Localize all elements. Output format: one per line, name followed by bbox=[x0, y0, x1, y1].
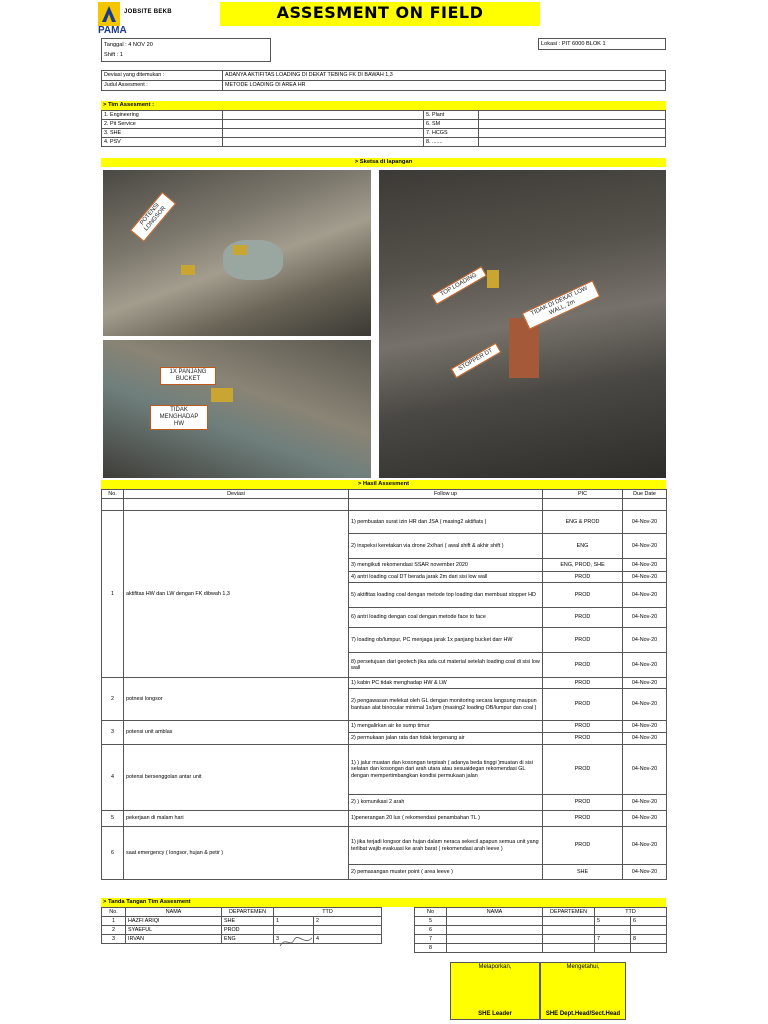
hasil-heading: > Hasil Assesment bbox=[101, 480, 666, 489]
ttd-no: 8 bbox=[415, 944, 447, 953]
callout-tidak-dekat: TIDAK DI DEKAT LOW WALL, 2m bbox=[522, 280, 600, 329]
deviasi-value: ADANYA AKTIFITAS LOADING DI DEKAT TEBING FK DI BAWAH 1,3 bbox=[223, 71, 666, 81]
judul-label: Judul Assesment : bbox=[102, 81, 223, 91]
due-date: 04-Nov-20 bbox=[623, 689, 667, 721]
ttd-sign: 3 bbox=[274, 935, 314, 944]
pic: PROD bbox=[543, 795, 623, 811]
tim-item: 5. Plant bbox=[424, 111, 479, 120]
ttd-col-nama: NAMA bbox=[447, 908, 543, 917]
col-follow: Follow up bbox=[349, 490, 543, 499]
mengetahui-label: Mengetahui, bbox=[566, 964, 600, 970]
ttd-sign: 7 bbox=[595, 935, 631, 944]
follow-up: 1) mengalirkan air ke sump timur bbox=[349, 721, 543, 733]
ttd-sign: 4 bbox=[314, 935, 382, 944]
follow-up: 1) pembuatan surat izin HR dan JSA ( masing2 aktifiats ) bbox=[349, 511, 543, 534]
tanggal: Tanggal : 4 NOV 20 bbox=[104, 42, 153, 48]
group-no: 1 bbox=[102, 511, 124, 678]
callout-panjang: 1X PANJANG BUCKET bbox=[160, 367, 216, 385]
ttd-nama: SYAEFUL bbox=[126, 926, 222, 935]
tim-item: 3. SHE bbox=[102, 129, 223, 138]
shift: Shift : 1 bbox=[104, 52, 123, 58]
ttd-col-ttd: TTD bbox=[595, 908, 667, 917]
company-name: JOBSITE BEKB bbox=[124, 9, 172, 15]
due-date: 04-Nov-20 bbox=[623, 733, 667, 745]
hasil-table bbox=[101, 489, 667, 880]
she-head-label: SHE Dept.Head/Sect.Head bbox=[545, 1011, 621, 1017]
deviasi-label: Deviasi yang ditemukan : bbox=[102, 71, 223, 81]
due-date: 04-Nov-20 bbox=[623, 534, 667, 559]
due-date: 04-Nov-20 bbox=[623, 559, 667, 572]
group-deviasi: saat emergency ( longsor, hujan & petir ) bbox=[124, 827, 349, 880]
tim-table bbox=[101, 110, 666, 147]
follow-up: 1) jika terjadi longsor dan hujan dalam neraca sekecil apapun semua unit yang terlibat wajib evakuasi ke arah barat ( rekomendasi arah leeve ) bbox=[349, 827, 543, 865]
tim-item: 8. ....... bbox=[424, 138, 479, 147]
due-date: 04-Nov-20 bbox=[623, 628, 667, 653]
ttd-col-nama: NAMA bbox=[126, 908, 222, 917]
follow-up: 1)penerangan 20 lux ( rekomendasi penambahan TL ) bbox=[349, 811, 543, 827]
tim-heading: > Tim Assesment : bbox=[101, 101, 666, 110]
due-date: 04-Nov-20 bbox=[623, 745, 667, 795]
due-date: 04-Nov-20 bbox=[623, 721, 667, 733]
pic: ENG & PROD bbox=[543, 511, 623, 534]
follow-up: 2) pengawasan melekat oleh GL dengan monitoring secara langsung maupun bantuan alat binocular minimal 1x/jam (masing2 loading OB/lumpur dan coal ) bbox=[349, 689, 543, 721]
ttd-sign: 6 bbox=[631, 917, 667, 926]
col-due: Due Date bbox=[623, 490, 667, 499]
callout-potensi: POTENSI LONGSOR bbox=[130, 192, 176, 242]
ttd-nama: IRVAN bbox=[126, 935, 222, 944]
page-title: ASSESMENT ON FIELD bbox=[276, 3, 484, 22]
pic: PROD bbox=[543, 628, 623, 653]
ttd-sign: 5 bbox=[595, 917, 631, 926]
callout-top-loading: TOP LOADING bbox=[431, 266, 487, 304]
due-date: 04-Nov-20 bbox=[623, 795, 667, 811]
lokasi: Lokasi : PIT 6000 BLOK 1 bbox=[541, 41, 606, 47]
group-deviasi: aktifitas HW dan LW dengan FK dibwah 1,3 bbox=[124, 511, 349, 678]
ttd-no: 5 bbox=[415, 917, 447, 926]
follow-up: 7) loading ob/lumpur, PC menjaga jarak 1x panjang bucket darr HW bbox=[349, 628, 543, 653]
ttd-sign: 8 bbox=[631, 935, 667, 944]
judul-value: METODE LOADING DI AREA HR bbox=[223, 81, 666, 91]
logo-text: PAMA bbox=[98, 25, 127, 36]
ttd-sign bbox=[595, 944, 631, 953]
due-date: 04-Nov-20 bbox=[623, 572, 667, 583]
ttd-heading: > Tanda Tangan Tim Assesment bbox=[101, 898, 666, 907]
follow-up: 5) aktifitas loading coal dengan metode top loading dan membuat stopper HD bbox=[349, 583, 543, 608]
follow-up: 2) permukaan jalan rata dan tidak tergenang air bbox=[349, 733, 543, 745]
pic: PROD bbox=[543, 653, 623, 678]
signature-scribble bbox=[278, 934, 314, 950]
melaporkan-label: Melaporkan, bbox=[478, 964, 512, 970]
callout-stopper: STOPPER DT bbox=[451, 343, 501, 378]
due-date: 04-Nov-20 bbox=[623, 583, 667, 608]
due-date: 04-Nov-20 bbox=[623, 827, 667, 865]
follow-up: 2) ) komunikasi 2 arah bbox=[349, 795, 543, 811]
pic: PROD bbox=[543, 721, 623, 733]
pic: PROD bbox=[543, 608, 623, 628]
group-deviasi: potensi bersenggolan antar unit bbox=[124, 745, 349, 811]
tim-item: 1. Engineering bbox=[102, 111, 223, 120]
due-date: 04-Nov-20 bbox=[623, 653, 667, 678]
info-table bbox=[101, 70, 666, 91]
tim-item: 2. Pit Service bbox=[102, 120, 223, 129]
group-deviasi: potensi unit amblas bbox=[124, 721, 349, 745]
ttd-dept: ENG bbox=[222, 935, 274, 944]
pic: PROD bbox=[543, 678, 623, 689]
ttd-dept: PROD bbox=[222, 926, 274, 935]
she-leader-label: SHE Leader bbox=[478, 1011, 512, 1017]
pic: PROD bbox=[543, 689, 623, 721]
ttd-no: 6 bbox=[415, 926, 447, 935]
ttd-sign bbox=[631, 944, 667, 953]
pic: ENG, PROD, SHE bbox=[543, 559, 623, 572]
ttd-col-dept: DEPARTEMEN bbox=[222, 908, 274, 917]
pic: PROD bbox=[543, 583, 623, 608]
ttd-dept: SHE bbox=[222, 917, 274, 926]
tim-item: 4. PSV bbox=[102, 138, 223, 147]
site-photo-right bbox=[379, 170, 666, 478]
pic: PROD bbox=[543, 811, 623, 827]
ttd-sign: 1 bbox=[274, 917, 314, 926]
ttd-col-no: No. bbox=[102, 908, 126, 917]
ttd-col-no: No bbox=[415, 908, 447, 917]
follow-up: 1) ) jalur muatan dan kosongan terpisah ( adanya beda tinggi )muatan di sisi selatan dan kosongan dari arah utara atau sesuaidegan rekomendasi GL dengan mempertimbangkan kondisi permukaan jalan bbox=[349, 745, 543, 795]
follow-up: 4) antri loading coal DT berada jarak 2m dari sisi low wall bbox=[349, 572, 543, 583]
due-date: 04-Nov-20 bbox=[623, 811, 667, 827]
ttd-table-right bbox=[414, 907, 667, 953]
group-no: 5 bbox=[102, 811, 124, 827]
ttd-col-ttd: TTD bbox=[274, 908, 382, 917]
pic: SHE bbox=[543, 865, 623, 880]
follow-up: 2) pemasangan muster point ( area leeve ) bbox=[349, 865, 543, 880]
ttd-nama: HAZFI ARIQI bbox=[126, 917, 222, 926]
group-deviasi: pekerjaan di malam hari bbox=[124, 811, 349, 827]
callout-tidak-menghadap: TIDAK MENGHADAP HW bbox=[150, 405, 208, 430]
ttd-sign: 2 bbox=[314, 917, 382, 926]
due-date: 04-Nov-20 bbox=[623, 511, 667, 534]
ttd-no: 7 bbox=[415, 935, 447, 944]
group-deviasi: potnesi longsor bbox=[124, 678, 349, 721]
pic: PROD bbox=[543, 827, 623, 865]
follow-up: 8) persetujuan dari geotech jika ada cut material setelah loading coal di sisi low wall bbox=[349, 653, 543, 678]
logo bbox=[98, 2, 120, 26]
ttd-no: 1 bbox=[102, 917, 126, 926]
ttd-col-dept: DEPARTEMEN bbox=[543, 908, 595, 917]
follow-up: 2) inspeksi keretakan via drone 2x/hari ( awal shift & akhir shift ) bbox=[349, 534, 543, 559]
pic: PROD bbox=[543, 733, 623, 745]
group-no: 2 bbox=[102, 678, 124, 721]
site-photo-left-top bbox=[103, 170, 371, 336]
col-no: No. bbox=[102, 490, 124, 499]
pic: PROD bbox=[543, 745, 623, 795]
follow-up: 3) mengikuti rekomendasi SSAR november 2020 bbox=[349, 559, 543, 572]
group-no: 4 bbox=[102, 745, 124, 811]
tim-item: 6. SM bbox=[424, 120, 479, 129]
follow-up: 1) kabin PC tidak menghadap HW & LW bbox=[349, 678, 543, 689]
col-pic: PIC bbox=[543, 490, 623, 499]
due-date: 04-Nov-20 bbox=[623, 678, 667, 689]
group-no: 6 bbox=[102, 827, 124, 880]
tim-item: 7. HCGS bbox=[424, 129, 479, 138]
ttd-no: 3 bbox=[102, 935, 126, 944]
group-no: 3 bbox=[102, 721, 124, 745]
ttd-sign bbox=[595, 926, 631, 935]
ttd-sign bbox=[631, 926, 667, 935]
ttd-table-left bbox=[101, 907, 382, 944]
pic: ENG bbox=[543, 534, 623, 559]
due-date: 04-Nov-20 bbox=[623, 865, 667, 880]
col-deviasi: Deviasi bbox=[124, 490, 349, 499]
pama-logo-icon bbox=[98, 2, 120, 26]
site-photo-left-bottom bbox=[103, 340, 371, 478]
ttd-sign bbox=[314, 926, 382, 935]
sketsa-heading: > Sketsa di lapangan bbox=[101, 158, 666, 167]
follow-up: 6) antri loading dengan coal dengan metode face to face bbox=[349, 608, 543, 628]
due-date: 04-Nov-20 bbox=[623, 608, 667, 628]
ttd-no: 2 bbox=[102, 926, 126, 935]
pic: PROD bbox=[543, 572, 623, 583]
